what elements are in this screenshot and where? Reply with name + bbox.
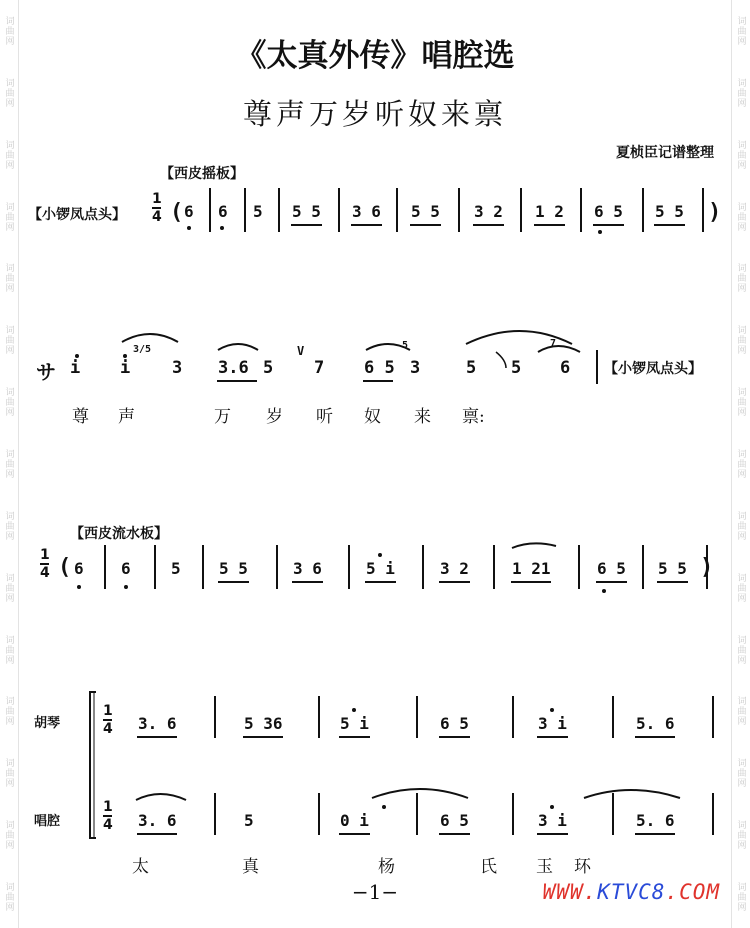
octave-dot [75, 354, 79, 358]
underline [363, 380, 393, 382]
section2-outro-label: 【小锣凤点头】 [604, 361, 702, 377]
octave-dot [77, 585, 81, 589]
note: 5 [263, 358, 274, 378]
octave-dot [187, 226, 191, 230]
section3-time-signature: 1 4 [40, 547, 50, 581]
barline [416, 793, 418, 835]
barline [612, 696, 614, 738]
note: 1 2 [535, 202, 564, 221]
watermark-text: 词曲网 [735, 139, 746, 170]
row2-label: 唱腔 [34, 814, 61, 829]
barline [202, 545, 204, 589]
note: 3 6 [293, 559, 322, 578]
paren-close: ) [700, 555, 714, 580]
barline [214, 793, 216, 835]
watermark-text: 词曲网 [735, 510, 746, 541]
watermark-text: 词曲网 [3, 758, 14, 789]
note: 1 21 [512, 559, 551, 578]
underline [218, 581, 249, 583]
underline [439, 833, 470, 835]
barline [712, 793, 714, 835]
slur [466, 331, 572, 344]
underline [511, 581, 551, 583]
note: 3 6 [352, 202, 381, 221]
note: 5 5 [292, 202, 321, 221]
watermark-text: 词曲网 [3, 820, 14, 851]
barline [244, 188, 246, 232]
watermark-text: 词曲网 [3, 201, 14, 232]
note: 3 2 [440, 559, 469, 578]
underline [439, 581, 470, 583]
page-number: −1− [351, 880, 399, 904]
barline [712, 696, 714, 738]
note: 3 i [538, 714, 567, 733]
barline [416, 696, 418, 738]
section3-banban-label: 【西皮流水板】 [70, 526, 168, 542]
row1-time-signature: 1 4 [103, 703, 113, 737]
note: 7 [314, 358, 325, 378]
note: 5 i [340, 714, 369, 733]
note: 5 [171, 559, 181, 578]
octave-dot [598, 230, 602, 234]
watermark-text: 词曲网 [3, 696, 14, 727]
note: 5. 6 [636, 714, 675, 733]
note: 6 [184, 202, 194, 221]
watermark-text: 词曲网 [735, 572, 746, 603]
underline [439, 736, 470, 738]
watermark-text: 词曲网 [735, 820, 746, 851]
note: 5 [511, 358, 522, 378]
note: 0 i [340, 811, 369, 830]
barline [512, 793, 514, 835]
section2-sanban-mark: サ [36, 360, 56, 384]
barline [104, 545, 106, 589]
watermark-text: 词曲网 [735, 201, 746, 232]
note: 3 i [538, 811, 567, 830]
underline [291, 224, 322, 226]
underline [654, 224, 685, 226]
watermark-text: 词曲网 [3, 572, 14, 603]
paren-open: ( [170, 200, 184, 225]
octave-dot [602, 589, 606, 593]
note: 5 [466, 358, 477, 378]
watermark-text: 词曲网 [735, 325, 746, 356]
barline [422, 545, 424, 589]
barline [493, 545, 495, 589]
lyric-char: 氏 [480, 857, 497, 877]
lyric-char: 岁 [266, 407, 283, 427]
lyric-char: 尊 [72, 407, 89, 427]
underline [137, 833, 177, 835]
note: 3. 6 [138, 714, 177, 733]
barline [612, 793, 614, 835]
watermark-text: 词曲网 [735, 758, 746, 789]
barline [318, 696, 320, 738]
watermark-text: 词曲网 [3, 263, 14, 294]
lyric-char: 万 [214, 407, 231, 427]
paren-open: ( [58, 555, 72, 580]
note: 6 [560, 358, 571, 378]
watermark-text: 词曲网 [735, 263, 746, 294]
note: 6 [121, 559, 131, 578]
note: 6 5 [364, 358, 395, 378]
section1-time-signature: 1 4 [152, 191, 162, 225]
lyric-char: 来 [414, 407, 431, 427]
note: 3.6 [218, 358, 249, 378]
note: 3 2 [474, 202, 503, 221]
note: 5 i [366, 559, 395, 578]
page-title: 《太真外传》唱腔选 [235, 38, 515, 74]
watermark-text: 词曲网 [735, 634, 746, 665]
underline [635, 833, 675, 835]
watermark-text: 词曲网 [735, 448, 746, 479]
note: 6 5 [440, 714, 469, 733]
watermark-text: 词曲网 [3, 325, 14, 356]
note: 5 36 [244, 714, 283, 733]
watermark-text: 词曲网 [3, 77, 14, 108]
underline [593, 224, 624, 226]
breath-mark: V [297, 344, 305, 358]
lyric-char: 玉 [536, 857, 553, 877]
note: 6 [218, 202, 228, 221]
section1-banban-label: 【西皮摇板】 [160, 166, 244, 182]
note: 5. 6 [636, 811, 675, 830]
section1-staff [0, 188, 750, 238]
note: 5 5 [411, 202, 440, 221]
note: 5 5 [219, 559, 248, 578]
grace-note: 3/5 [133, 344, 152, 355]
watermark-text: 词曲网 [735, 77, 746, 108]
barline [278, 188, 280, 232]
octave-dot [550, 708, 554, 712]
watermark-text: 词曲网 [3, 448, 14, 479]
watermark-left [2, 0, 16, 928]
watermark-right [734, 0, 748, 928]
underline [537, 833, 568, 835]
note: 6 5 [440, 811, 469, 830]
lyric-char: 杨 [378, 857, 395, 877]
note: 6 5 [594, 202, 623, 221]
lyric-char: 真 [242, 857, 259, 877]
watermark-text: 词曲网 [3, 510, 14, 541]
grace-note: 5 [402, 340, 409, 351]
underline [217, 380, 257, 382]
octave-dot [352, 708, 356, 712]
grace-note: 7 [550, 338, 557, 349]
barline [512, 696, 514, 738]
underline [243, 736, 283, 738]
double-barline [596, 350, 598, 384]
barline [154, 545, 156, 589]
underline [410, 224, 441, 226]
note: 6 5 [597, 559, 626, 578]
watermark-text: 词曲网 [3, 881, 14, 912]
note: 5 [253, 202, 263, 221]
barline [276, 545, 278, 589]
note: i [120, 358, 131, 378]
lyric-char: 听 [316, 407, 333, 427]
underline [534, 224, 565, 226]
underline [339, 833, 370, 835]
barline [396, 188, 398, 232]
barline [214, 696, 216, 738]
barline [318, 793, 320, 835]
underline [635, 736, 675, 738]
octave-dot [123, 354, 127, 358]
left-border [18, 0, 19, 928]
barline [702, 188, 704, 232]
underline [473, 224, 504, 226]
barline [642, 188, 644, 232]
slur [122, 334, 178, 342]
barline [458, 188, 460, 232]
row2-staff [0, 797, 750, 847]
lyric-char: 太 [132, 857, 149, 877]
note: 5 5 [655, 202, 684, 221]
barline [578, 545, 580, 589]
octave-dot [550, 805, 554, 809]
site-watermark: WWW.KTVC8.COM [542, 880, 720, 904]
note: 6 [74, 559, 84, 578]
barline [642, 545, 644, 589]
lyric-char: 奴 [364, 407, 381, 427]
note: 3 [172, 358, 183, 378]
watermark-text: 词曲网 [735, 387, 746, 418]
row1-label: 胡琴 [34, 716, 61, 731]
page-subtitle: 尊声万岁听奴来禀 [242, 97, 507, 131]
paren-close: ) [708, 200, 722, 225]
watermark-text: 词曲网 [3, 15, 14, 46]
note: 5 5 [658, 559, 687, 578]
octave-dot [382, 805, 386, 809]
watermark-text: 词曲网 [735, 881, 746, 912]
octave-dot [124, 585, 128, 589]
watermark-text: 词曲网 [3, 139, 14, 170]
underline [339, 736, 370, 738]
note: i [70, 358, 81, 378]
underline [596, 581, 627, 583]
lyric-char: 环 [574, 857, 591, 877]
credit-line: 夏桢臣记谱整理 [616, 145, 714, 161]
note: 5 [244, 811, 254, 830]
barline [348, 545, 350, 589]
underline [292, 581, 323, 583]
underline [657, 581, 688, 583]
note: 3. 6 [138, 811, 177, 830]
section3-staff [0, 545, 750, 595]
lyric-char: 禀: [462, 407, 485, 427]
right-border [731, 0, 732, 928]
watermark-text: 词曲网 [3, 387, 14, 418]
barline [580, 188, 582, 232]
section1-intro-label: 【小锣凤点头】 [28, 207, 126, 223]
row1-staff [0, 700, 750, 750]
underline [537, 736, 568, 738]
row2-time-signature: 1 4 [103, 799, 113, 833]
lyric-char: 声 [118, 407, 135, 427]
octave-dot [378, 553, 382, 557]
note: 3 [410, 358, 421, 378]
barline [209, 188, 211, 232]
watermark-text: 词曲网 [735, 15, 746, 46]
underline [137, 736, 177, 738]
barline [520, 188, 522, 232]
watermark-text: 词曲网 [735, 696, 746, 727]
octave-dot [220, 226, 224, 230]
barline [338, 188, 340, 232]
underline [351, 224, 382, 226]
watermark-text: 词曲网 [3, 634, 14, 665]
underline [365, 581, 396, 583]
